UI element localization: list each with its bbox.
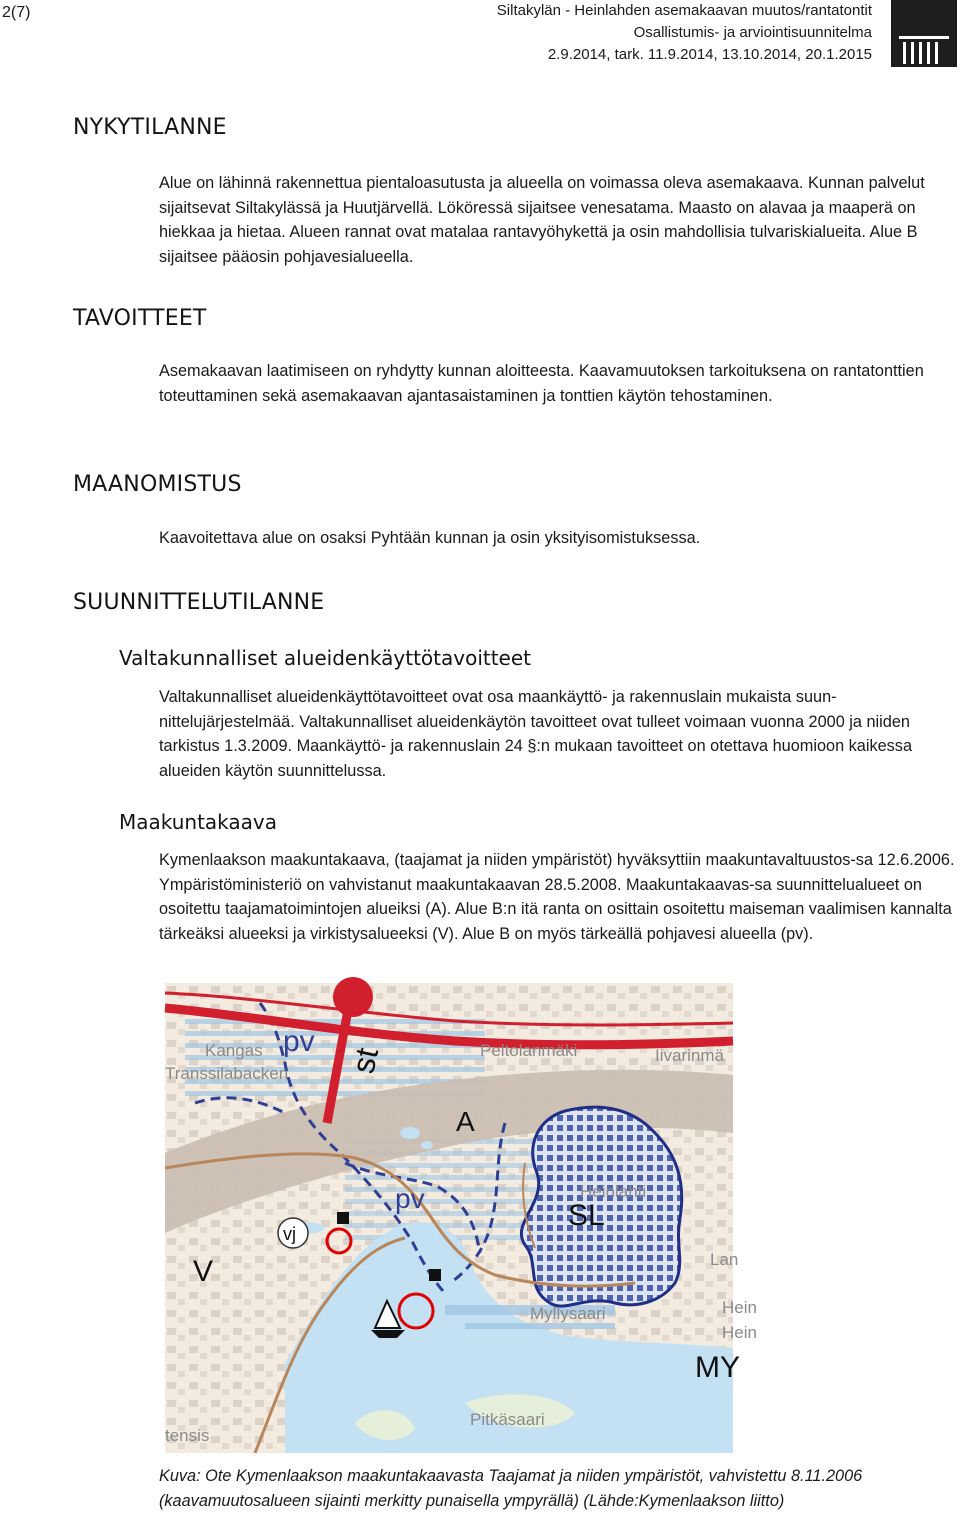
map-junction-marker: [333, 977, 373, 1017]
map-label-vj: vj: [283, 1224, 296, 1244]
map-label-sl: SL: [568, 1199, 605, 1232]
map-label-transsilabacken: Transsilabacken: [165, 1064, 289, 1083]
map-label-kangas: Kangas: [205, 1041, 263, 1060]
subheading-maakuntakaava: Maakuntakaava: [119, 810, 278, 834]
map-label-iivarinma: Iivarinmä: [655, 1046, 724, 1065]
section-heading-nykytilanne: NYKYTILANNE: [73, 115, 227, 140]
paragraph-nykytilanne: Alue on lähinnä rakennettua pientaloasutusta ja alueella on voimassa oleva asemakaava. Kunnan palvelut sijaitsevat Siltakylässä ja Huutjärvellä. Lököressä sijaitsee venesatama. Maasto on alavaa ja maaperä on hiekkaa ja hietaa. Alueen rannat ovat matalaa rantavyöhykettä ja osin mahdollisia tulvariskialueita. Alue B sijaitsee pääosin pohjavesialueella.: [159, 174, 925, 266]
page-number: 2(7): [2, 4, 31, 21]
map-label-tensis: tensis: [165, 1426, 210, 1445]
paragraph-tavoitteet: Asemakaavan laatimiseen on ryhdytty kunnan aloitteesta. Kaavamuutoksen tarkoituksena on rantatonttien toteuttaminen sekä asemakaavan ajantasaistaminen ja tonttien käytön tehostaminen.: [159, 362, 924, 405]
section-heading-maanomistus: MAANOMISTUS: [73, 472, 242, 497]
map-label-heinlahti: Heinlahti: [580, 1182, 647, 1201]
paragraph-valtakunnalliset: Valtakunnalliset alueidenkäyttötavoitteet ovat osa maankäyttö- ja rakennuslain mukaista suun-nittelujärjestelmää. Valtakunnalliset alueidenkäytön tavoitteet ovat tulleet voimaan vuonna 2000 ja niiden tarkistus 1.3.2009. Maankäyttö- ja rakennuslain 24 §:n mukaan tavoitteet on otettava huomioon kaikessa alueiden käytön suunnittelussa.: [159, 688, 913, 780]
map-label-pv-2: pv: [395, 1183, 425, 1214]
header-title: Siltakylän - Heinlahden asemakaavan muutos/rantatontit: [496, 2, 872, 19]
map-label-hein-2: Hein: [722, 1323, 757, 1342]
map-label-lan: Lan: [710, 1250, 739, 1269]
map-label-peltolanmaki: Peltolanmäki: [480, 1041, 578, 1060]
header-dates: 2.9.2014, tark. 11.9.2014, 13.10.2014, 20.1.2015: [547, 46, 872, 63]
map-label-st: st: [344, 1044, 386, 1077]
paragraph-maanomistus: Kaavoitettava alue on osaksi Pyhtään kunnan ja osin yksityisomistuksessa.: [159, 529, 701, 547]
map-label-myllysaari: Myllysaari: [530, 1304, 606, 1323]
map-label-my: MY: [695, 1351, 740, 1384]
municipality-logo: [891, 0, 957, 67]
map-label-v: V: [193, 1255, 214, 1288]
map-label-a: A: [456, 1106, 475, 1137]
regional-plan-map: [165, 983, 757, 1453]
header-subtitle: Osallistumis- ja arviointisuunnitelma: [633, 24, 872, 41]
figure-caption: Kuva: Ote Kymenlaakson maakuntakaavasta Taajamat ja niiden ympäristöt, vahvistettu 8.11.2006 (kaavamuutosalueen sijainti merkitty punaisella ympyrällä) (Lähde:Kymenlaakson liitto): [159, 1467, 863, 1510]
section-heading-tavoitteet: TAVOITTEET: [73, 306, 207, 331]
subheading-valtakunnalliset: Valtakunnalliset alueidenkäyttötavoitteet: [119, 646, 532, 670]
paragraph-maakuntakaava: Kymenlaakson maakuntakaava, (taajamat ja niiden ympäristöt) hyväksyttiin maakuntavaltuustos-sa 12.6.2006. Ympäristöministeriö on vahvistanut maakuntakaavan 28.5.2008. Maakuntakaavas-sa suunnittelualueet on osoitettu taajamatoimintojen alueiksi (A). Alue B:n itä ranta on osittain osoitettu maiseman vaalimisen kannalta tärkeäksi alueeksi ja virkistysalueeksi (V). Alue B on myös tärkeällä pohjavesi alueella (pv).: [159, 851, 955, 943]
map-label-hein-1: Hein: [722, 1298, 757, 1317]
map-label-pitkasaari: Pitkäsaari: [470, 1410, 545, 1429]
document-header: [497, 0, 872, 66]
map-label-pv-1: pv: [283, 1025, 315, 1058]
section-heading-suunnittelutilanne: SUUNNITTELUTILANNE: [73, 590, 325, 615]
